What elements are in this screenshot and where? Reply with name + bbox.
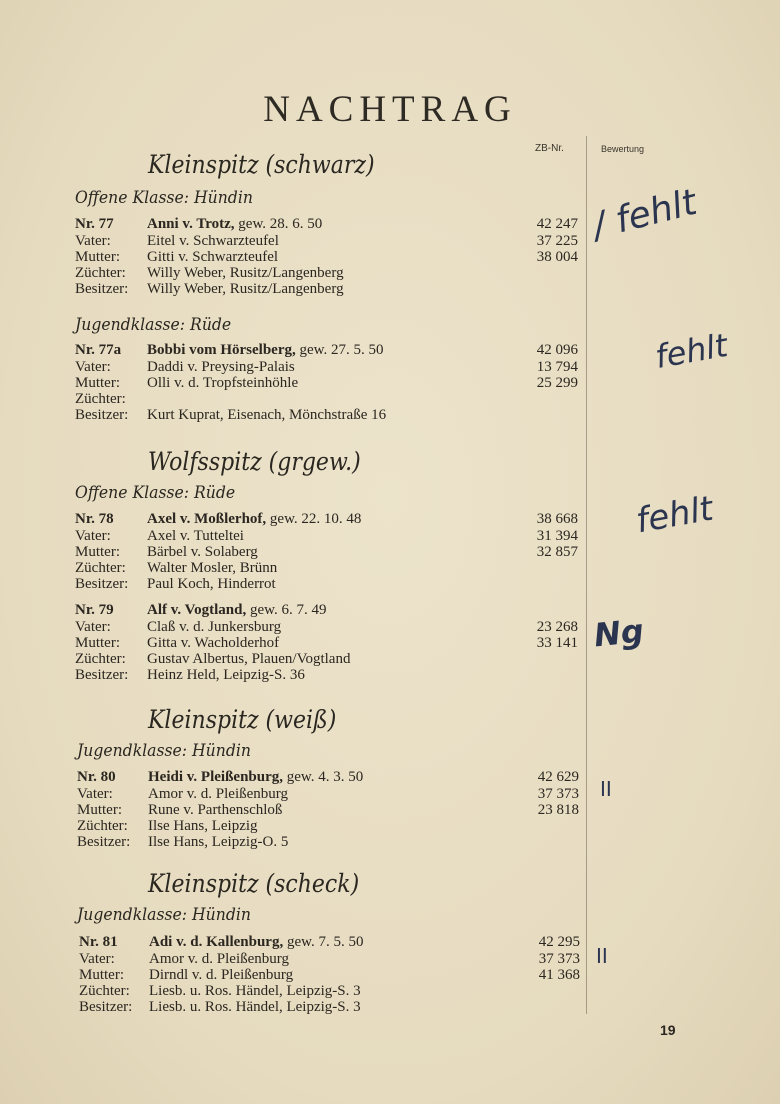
dog-name: Alf v. Vogtland, gew. 6. 7. 49 [147, 602, 327, 618]
entry-number: Nr. 79 [75, 602, 114, 618]
dog-name: Axel v. Moßlerhof, gew. 22. 10. 48 [147, 511, 362, 527]
zb-number: 38 668 [536, 511, 578, 527]
entry-number: Nr. 77a [75, 342, 122, 358]
class-heading: Offene Klasse: Rüde [75, 483, 236, 503]
column-header-zb: ZB-Nr. [535, 143, 564, 154]
handwritten-rating: / fehlt [588, 181, 701, 248]
class-heading: Jugendklasse: Hündin [77, 741, 251, 761]
zb-number: 42 629 [537, 769, 579, 785]
zb-number: 42 096 [536, 342, 578, 358]
handwritten-rating: fehlt [652, 325, 731, 377]
handwritten-rating: II [596, 944, 608, 968]
breed-heading: Kleinspitz (weiß) [148, 705, 337, 734]
entry-number: Nr. 80 [77, 769, 116, 785]
class-heading: Jugendklasse: Rüde [75, 315, 232, 335]
entry-number: Nr. 78 [75, 511, 114, 527]
dog-name: Adi v. d. Kallenburg, gew. 7. 5. 50 [149, 934, 364, 950]
entry-number: Nr. 81 [79, 934, 118, 950]
page-title: NACHTRAG [263, 89, 517, 130]
dog-name: Anni v. Trotz, gew. 28. 6. 50 [147, 216, 323, 232]
document-page: NACHTRAG ZB-Nr. Bewertung Kleinspitz (schwarz) Offene Klasse: Hündin Nr. 77 Anni v. Trotz, gew. 28. 6. 50 42 247 Vater: Eitel v. Schwarzteufel 37 225 Mutter: Gitti v. Schwarzteufel 38 004 Züchter: Willy Weber, Rusitz/Langenberg Besitzer: Willy Weber, Rusitz/Langenberg / fehlt Jugendklasse: Rüde Nr. 77a Bobbi vom Hörselberg, gew. 27. 5. 50 42 096 Vater: Daddi v. Preysing-Palais 13 794 Mutter: Olli v. d. Tropfsteinhöhle 25 299 Züchter: Besitzer: Kurt Kuprat, Eisenach, Mönchstraße 16 fehlt Wolfsspitz (grgew.) Offene Klasse: Rüde Nr. 78 Axel v. Moßlerhof, gew. 22. 10. 48 38 668 Vater: Axel v. Tutteltei 31 394 Mutter: Bärbel v. Solaberg 32 857 Züchter: Walter Mosler, Brünn Besitzer: Paul Koch, Hinderrot fehlt Nr. 79 Alf v. Vogtland, gew. 6. 7. 49 Vater: Claß v. d. Junkersburg 23 268 Mutter: Gitta v. Wacholderhof 33 141 Züchter: Gustav Albertus, Plauen/Vogtland Besitzer: Heinz Held, Leipzig-S. 36 Ng Kleinspitz (weiß) Jugendklasse: Hündin Nr. 80 Heidi v. Pleißenburg, gew. 4. 3. 50 42 629 Vater: Amor v. d. Pleißenburg 37 373 Mutter: Rune v. Parthenschloß 23 818 Züchter: Ilse Hans, Leipzig Besitzer: Ilse Hans, Leipzig-O. 5 II Kleinspitz (scheck) Jugendklasse: Hündin Nr. 81 Adi v. d. Kallenburg, gew. 7. 5. 50 42 295 Vater: Amor v. d. Pleißenburg 37 373 Mutter: Dirndl v. d. Pleißenburg 41 368 Züchter: Liesb. u. Ros. Händel, Leipzig-S. 3 Besitzer: Liesb. u. Ros. Händel, Leipzig-S. 3 II 19 [0, 0, 780, 1104]
class-heading: Offene Klasse: Hündin [75, 188, 253, 208]
handwritten-rating: II [600, 777, 612, 801]
column-header-bewertung: Bewertung [601, 144, 645, 154]
zb-number: 42 295 [538, 934, 580, 950]
page-number: 19 [660, 1022, 676, 1038]
breed-heading: Kleinspitz (schwarz) [148, 150, 375, 179]
entry-number: Nr. 77 [75, 216, 114, 232]
class-heading: Jugendklasse: Hündin [77, 905, 251, 925]
breed-heading: Kleinspitz (scheck) [148, 869, 360, 898]
breed-heading: Wolfsspitz (grgew.) [148, 447, 361, 476]
handwritten-rating: Ng [592, 611, 646, 655]
dog-name: Bobbi vom Hörselberg, gew. 27. 5. 50 [147, 342, 384, 358]
handwritten-rating: fehlt [633, 488, 717, 542]
zb-number: 42 247 [536, 216, 578, 232]
column-divider [586, 136, 587, 1014]
dog-name: Heidi v. Pleißenburg, gew. 4. 3. 50 [148, 769, 364, 785]
